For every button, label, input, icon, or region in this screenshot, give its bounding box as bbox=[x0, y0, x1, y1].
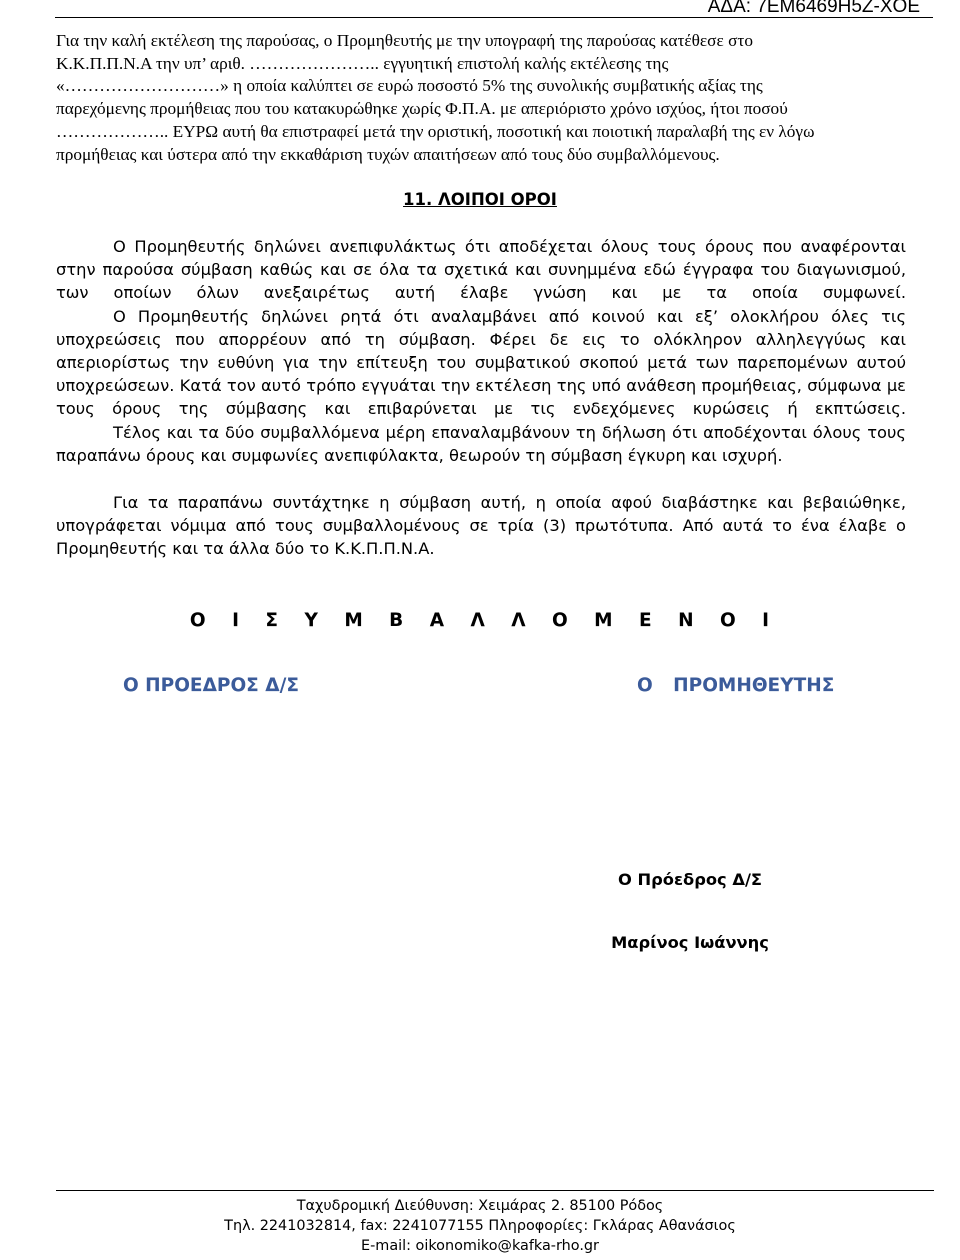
guarantee-line: «………………………» η οποία καλύπτει σε ευρώ ποσοστό 5% της συνολικής συμβατικής αξίας της bbox=[56, 76, 763, 96]
signer-role: Ο Πρόεδρος Δ/Σ bbox=[617, 870, 763, 889]
footer bbox=[0, 1196, 960, 1256]
signer-name: Μαρίνος Ιωάννης bbox=[611, 933, 769, 952]
left-party-label: Ο ΠΡΟΕΔΡΟΣ Δ/Σ bbox=[123, 675, 299, 696]
right-party-label: Ο ΠΡΟΜΗΘΕΥΤΗΣ bbox=[637, 675, 835, 696]
terms-paragraph-validity: Τέλος και τα δύο συμβαλλόμενα μέρη επαναλαμβάνουν τη δήλωση ότι αποδέχονται όλους τους παραπάνω όρους και συμφωνίες ανεπιφύλακτα, θεωρούν τη σύμβαση έγκυρη και ισχυρή. bbox=[56, 422, 906, 465]
parties-heading: Ο Ι Σ Υ Μ Β Α Λ Λ Ο Μ Ε Ν Ο Ι bbox=[189, 610, 771, 631]
footer-email: E-mail: oikonomiko@kafka-rho.gr bbox=[361, 1238, 599, 1254]
header-divider bbox=[55, 17, 933, 18]
footer-contact: Τηλ. 2241032814, fax: 2241077155 Πληροφορίες: Γκλάρας Αθανάσιος bbox=[224, 1218, 736, 1234]
guarantee-line: προμήθειας και ύστερα από την εκκαθάριση τυχών απαιτήσεων από τους δύο συμβαλλόμενους. bbox=[56, 144, 720, 164]
section-heading-text: 11. ΛΟΙΠΟΙ ΟΡΟΙ bbox=[403, 190, 557, 209]
execution-block bbox=[56, 491, 906, 561]
guarantee-line: ……………….. ΕΥΡΩ αυτή θα επιστραφεί μετά την οριστική, ποσοτική και ποιοτική παραλαβή της εν λόγω bbox=[56, 121, 815, 141]
guarantee-line: Για την καλή εκτέλεση της παρούσας, ο Προμηθευτής με την υπογραφή της παρούσας κατέθεσε στο bbox=[56, 31, 753, 50]
terms-paragraph-acceptance: Ο Προμηθευτής δηλώνει ανεπιφυλάκτως ότι αποδέχεται όλους τους όρους που αναφέρονται στην παρούσα σύμβαση καθώς και σε όλα τα σχετικά και συνημμένα εδώ έγγραφα του διαγωνισμού, των οποίων όλων ανεξαιρέτως αυτή έλαβε γνώση και με τα οποία συμφωνεί. bbox=[56, 237, 906, 303]
guarantee-line: Κ.Κ.Π.Π.Ν.Α την υπ’ αριθ. ………………….. εγγυητική επιστολή καλής εκτέλεσης της bbox=[56, 53, 669, 73]
terms-block bbox=[56, 235, 906, 467]
section-heading bbox=[0, 190, 960, 209]
guarantee-paragraph bbox=[56, 30, 908, 166]
footer-divider bbox=[56, 1190, 934, 1191]
ada-code: ΑΔΑ: 7ΕΜ6469Η5Ζ-ΧΟΕ bbox=[707, 0, 920, 17]
execution-paragraph: Για τα παραπάνω συντάχτηκε η σύμβαση αυτή, η οποία αφού διαβάστηκε και βεβαιώθηκε, υπογράφεται νόμιμα από τους συμβαλλομένους σε τρία (3) πρωτότυπα. Από αυτά το ένα έλαβε ο Προμηθευτής και τα άλλα δύο το Κ.Κ.Π.Π.Ν.Α. bbox=[56, 493, 906, 559]
guarantee-line: παρεχόμενης προμήθειας που του κατακυρώθηκε χωρίς Φ.Π.Α. με απεριόριστο χρόνο ισχύος, ήτοι ποσού bbox=[56, 99, 788, 119]
terms-paragraph-obligations: Ο Προμηθευτής δηλώνει ρητά ότι αναλαμβάνει από κοινού και εξ’ ολοκλήρου όλες τις υποχρεώσεις που απορρέουν από τη σύμβαση. Φέρει δε εις το ολόκληρον αλληλεγγύως και απεριορίστως την ευθύνη για την επίτευξη του συμβατικού σκοπού μετά των παρεπομένων αυτού υποχρεώσεων. Κατά τον αυτό τρόπο εγγυάται την εκτέλεση της υπό ανάθεση προμήθειας, σύμφωνα με τους όρους της σύμβασης και επιβαρύνεται με τις ενδεχόμενες κυρώσεις ή εκπτώσεις. bbox=[56, 306, 906, 419]
footer-address: Ταχυδρομική Διεύθυνση: Χειμάρας 2. 85100 Ρόδος bbox=[296, 1198, 664, 1214]
